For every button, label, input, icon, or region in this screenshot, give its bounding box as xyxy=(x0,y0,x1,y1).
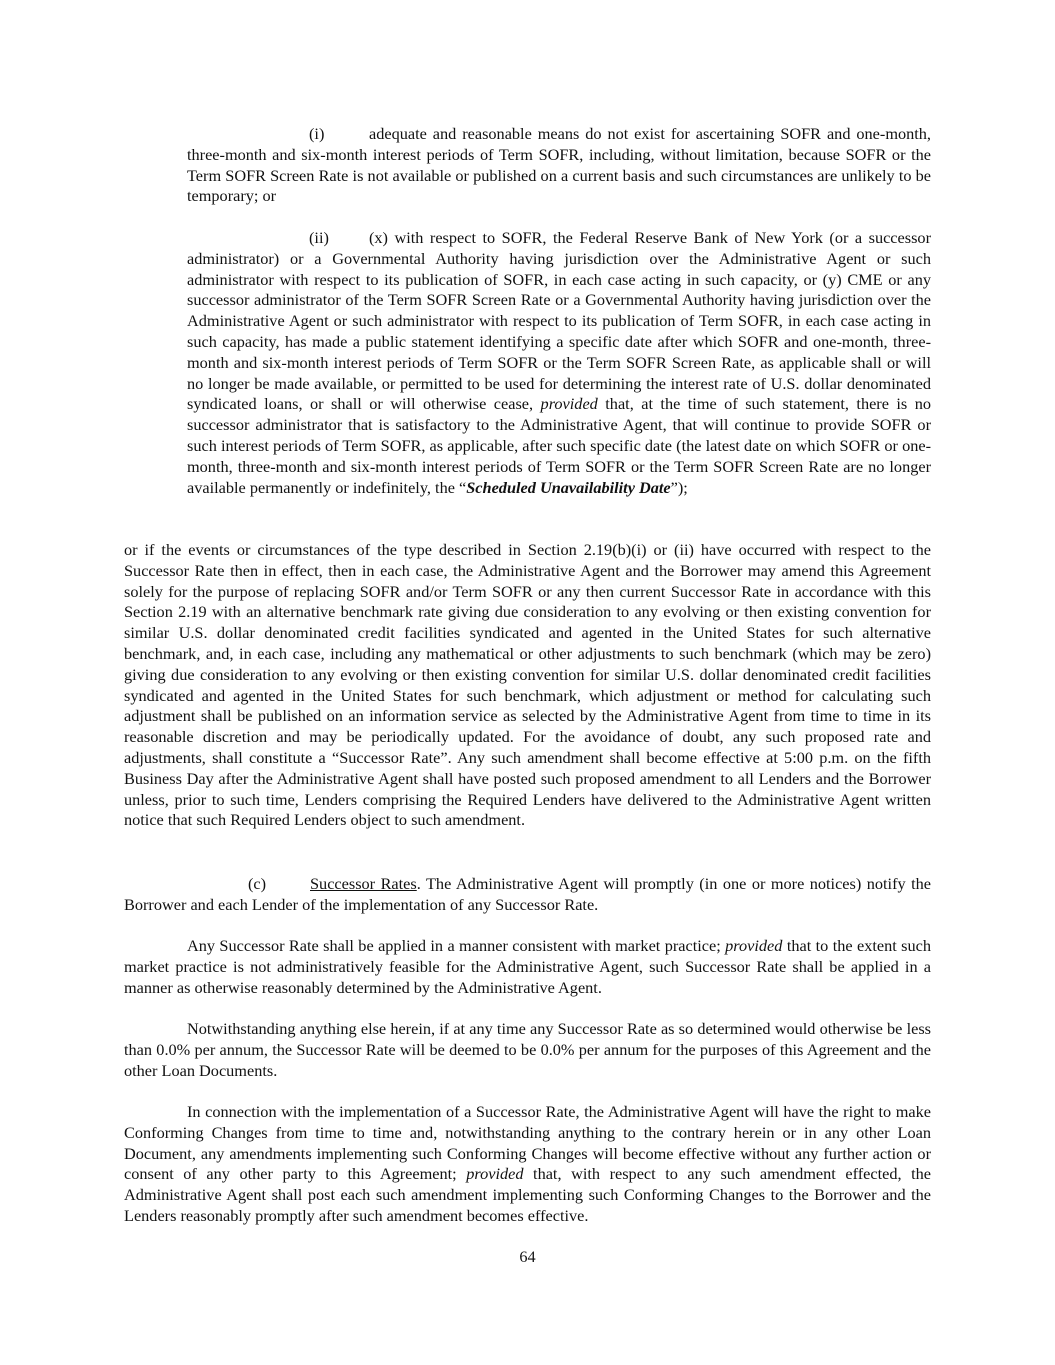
clause-i-label: (i) xyxy=(309,124,325,143)
defined-term: Scheduled Unavailability Date xyxy=(466,477,671,497)
section-c-text: . The Administrative Agent will promptly (in one or more notices) notify the Borrower and each Lender of the implementation of any Successor Rate. xyxy=(124,874,931,914)
clause-ii-label: (ii) xyxy=(309,228,329,247)
clause-ii-text-c: ”); xyxy=(670,477,688,497)
paragraph-notwithstanding xyxy=(124,1019,931,1081)
clause-ii-text-b: that, at the time of such statement, there is no successor administrator that is satisfactory to the Administrative Agent, that will continue to provide SOFR or such interest periods of Term SOFR, as applicable, after such specific date (the latest date on which SOFR or one-month, three-month and six-month interest periods of Term SOFR or the Term SOFR Screen Rate are no longer available permanently or indefinitely, the “ xyxy=(187,394,932,497)
clause-i xyxy=(187,124,931,207)
paragraph-connection-provided: provided xyxy=(466,1164,524,1184)
clause-ii xyxy=(187,228,931,498)
paragraph-connection-text-b: that, with respect to any such amendment effected, the Administrative Agent shall post each such amendment implementing such Conforming Changes to the Borrower and the Lenders reasonably promptly after such amendment becomes effective. xyxy=(124,1164,931,1225)
section-c-label: (c) xyxy=(248,874,267,893)
paragraph-any-provided: provided xyxy=(725,936,783,955)
page-number: 64 xyxy=(519,1247,536,1266)
paragraph-conforming-changes xyxy=(124,1102,931,1227)
section-c xyxy=(124,874,931,916)
paragraph-any-text-b: that to the extent such market practice is not administratively feasible for the Administrative Agent, such Successor Rate shall be applied in a manner as otherwise reasonably determined by the Administrative Agent. xyxy=(124,936,931,997)
paragraph-connection-text-a: In connection with the implementation of a Successor Rate, the Administrative Agent will have the right to make Conforming Changes from time to time and, notwithstanding anything to the contrary herein or in any other Loan Document, any amendments implementing such Conforming Changes will become effective without any further action or consent of any other party to this Agreement; xyxy=(124,1102,931,1184)
paragraph-any-text-a: Any Successor Rate shall be applied in a manner consistent with market practice; xyxy=(187,936,726,955)
clause-ii-text-a: (x) with respect to SOFR, the Federal Reserve Bank of New York (or a successor administrator) or a Governmental Authority having jurisdiction over the Administrative Agent or such administrator with respect to its publication of SOFR, in each case acting in such capacity, or (y) CME or any successor administrator of the Term SOFR Screen Rate or a Governmental Authority having jurisdiction over the Administrative Agent or such administrator with respect to its publication of Term SOFR, in each case acting in such capacity, has made a public statement identifying a specific date after which SOFR and one-month, three-month and six-month interest periods of Term SOFR or the Term SOFR Screen Rate, as applicable shall or will no longer be made available, or permitted to be used for determining the interest rate of U.S. dollar denominated syndicated loans, or shall or will otherwise cease, xyxy=(187,228,931,414)
clause-ii-provided: provided xyxy=(540,394,598,414)
section-c-heading: Successor Rates xyxy=(310,874,417,893)
paragraph-notwithstanding-text: Notwithstanding anything else herein, if at any time any Successor Rate as so determined would otherwise be less than 0.0% per annum, the Successor Rate will be deemed to be 0.0% per annum for the purposes of this Agreement and the other Loan Documents. xyxy=(124,1019,931,1080)
clause-i-text: adequate and reasonable means do not exist for ascertaining SOFR and one-month, three-month and six-month interest periods of Term SOFR, including, without limitation, because SOFR or the Term SOFR Screen Rate is not available or published on a current basis and such circumstances are unlikely to be temporary; or xyxy=(187,124,931,206)
paragraph-or-if: or if the events or circumstances of the type described in Section 2.19(b)(i) or (ii) have occurred with respect to the Successor Rate then in effect, then in each case, the Administrative Agent and the Borrower may amend this Agreement solely for the purpose of replacing SOFR and/or Term SOFR or any then current Successor Rate in accordance with this Section 2.19 with an alternative benchmark rate giving due consideration to any evolving or then existing convention for similar U.S. dollar denominated credit facilities syndicated and agented in the United States for such alternative benchmark, and, in each case, including any mathematical or other adjustments to such benchmark (which may be zero) giving due consideration to any evolving or then existing convention for similar U.S. dollar denominated credit facilities syndicated and agented in the United States for such benchmark, which adjustment or method for calculating such adjustment shall be published on an information service as selected by the Administrative Agent from time to time in its reasonable discretion and may be periodically updated. For the avoidance of doubt, any such proposed rate and adjustments, shall constitute a “Successor Rate”. Any such amendment shall become effective at 5:00 p.m. on the fifth Business Day after the Administrative Agent shall have posted such proposed amendment to all Lenders and the Borrower unless, prior to such time, Lenders comprising the Required Lenders have delivered to the Administrative Agent written notice that such Required Lenders object to such amendment. xyxy=(124,540,931,830)
paragraph-any-successor-rate xyxy=(124,936,931,998)
